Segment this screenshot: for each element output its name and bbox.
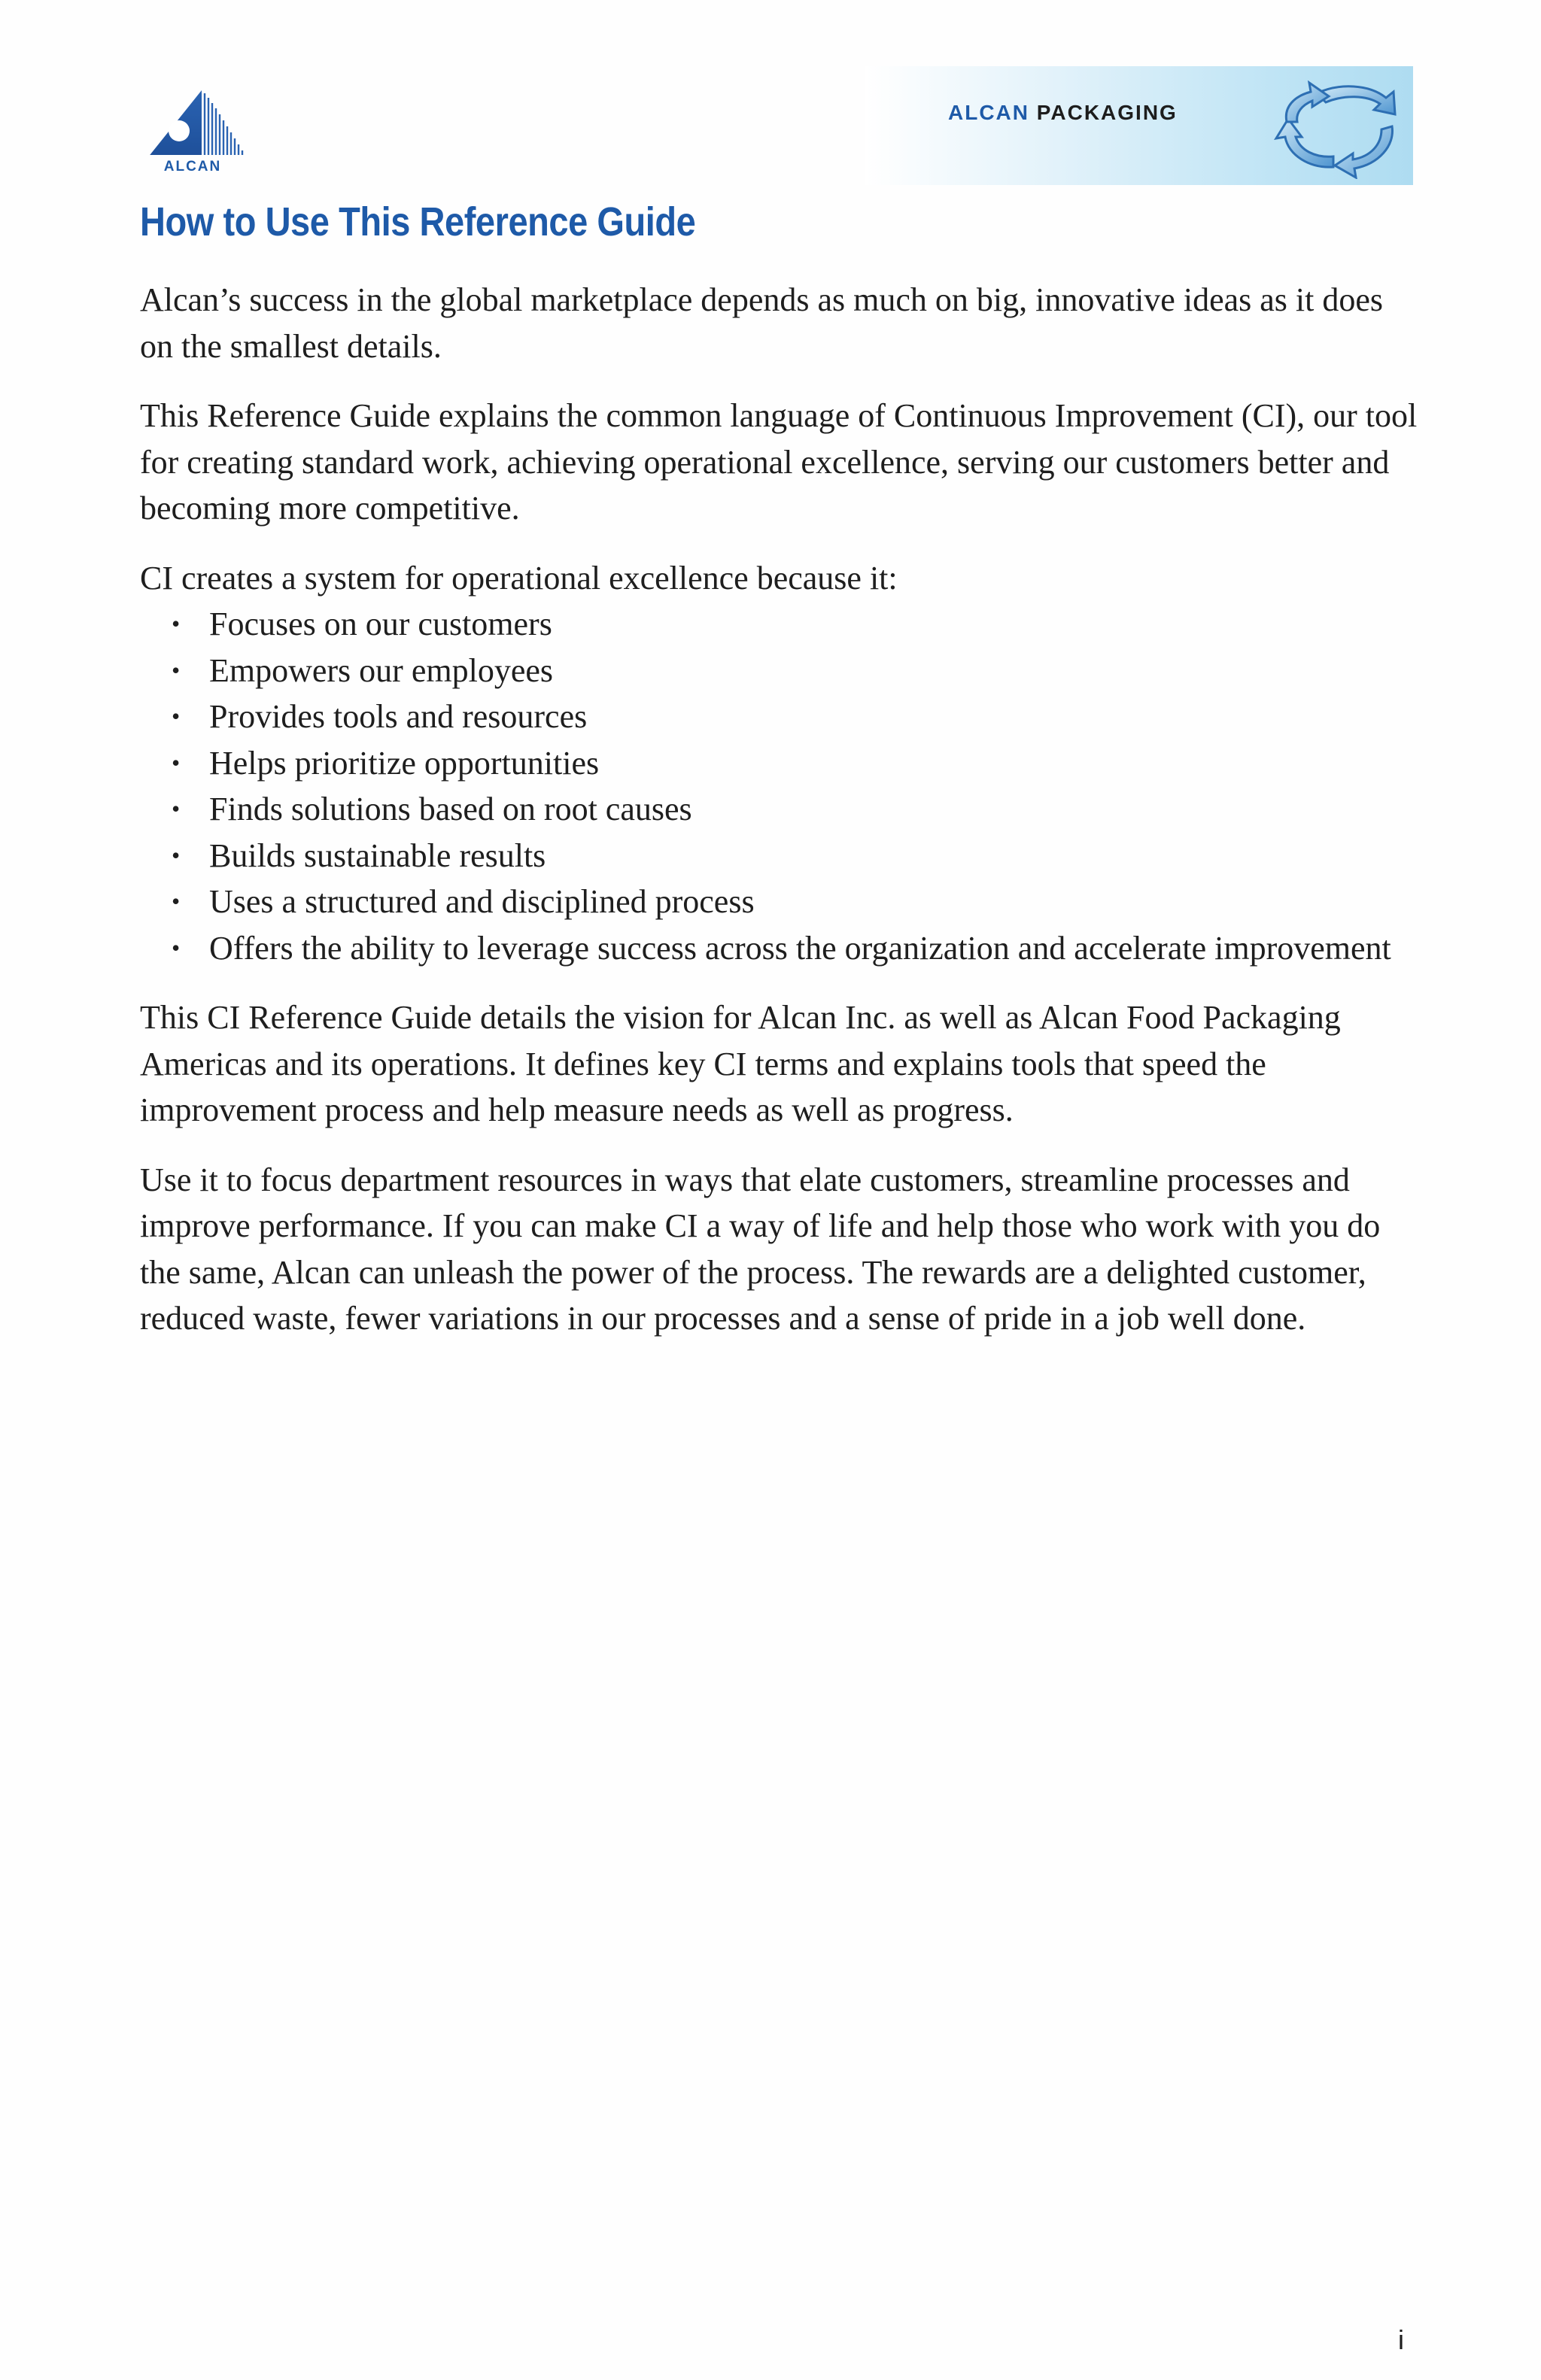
header-banner [865, 66, 1413, 185]
usage-paragraph: Use it to focus department resources in ways that elate customers, streamline processes and improve performance. If you can make CI a way of life and help those who work with you do the same, Alcan can unleash the power of the process. The rewards are a delighted customer, reduced waste, fewer variations in our processes and a sense of pride in a job well done. [140, 1161, 1381, 1337]
main-content [140, 277, 1419, 1365]
page-title: How to Use This Reference Guide [140, 199, 696, 244]
bullets-lead-in: CI creates a system for operational excellence because it: [140, 559, 898, 597]
alcan-logo-icon [140, 84, 268, 175]
list-item: • Builds sustainable results [172, 833, 1419, 879]
list-item: • Finds solutions based on root causes [172, 786, 1419, 833]
list-item: • Offers the ability to leverage success across the organization and accelerate improvement [172, 925, 1419, 972]
list-item: • Provides tools and resources [172, 694, 1419, 740]
list-item: • Focuses on our customers [172, 601, 1419, 648]
list-item: • Helps prioritize opportunities [172, 740, 1419, 787]
alcan-logo [140, 84, 268, 175]
cycle-arrows-icon [1272, 74, 1407, 179]
list-item: • Empowers our employees [172, 648, 1419, 694]
benefits-list [140, 601, 1419, 971]
purpose-paragraph: This Reference Guide explains the common language of Continuous Improvement (CI), our tool for creating standard work, achieving operational excellence, serving our customers better and becoming more competitive. [140, 397, 1418, 527]
page-number: i [1398, 2324, 1404, 2355]
list-item: • Uses a structured and disciplined process [172, 879, 1419, 925]
logo-text: ALCAN [163, 159, 222, 175]
vision-paragraph: This CI Reference Guide details the vision for Alcan Inc. as well as Alcan Food Packaging Americas and its operations. It defines key CI terms and explains tools that speed the improvement process and help measure needs as well as progress. [140, 999, 1341, 1128]
banner-division: PACKAGING [1036, 101, 1178, 124]
banner-title [948, 101, 1178, 125]
intro-paragraph: Alcan’s success in the global marketplace depends as much on big, innovative ideas as it does on the smallest details. [140, 281, 1383, 365]
banner-brand: ALCAN [948, 101, 1029, 124]
